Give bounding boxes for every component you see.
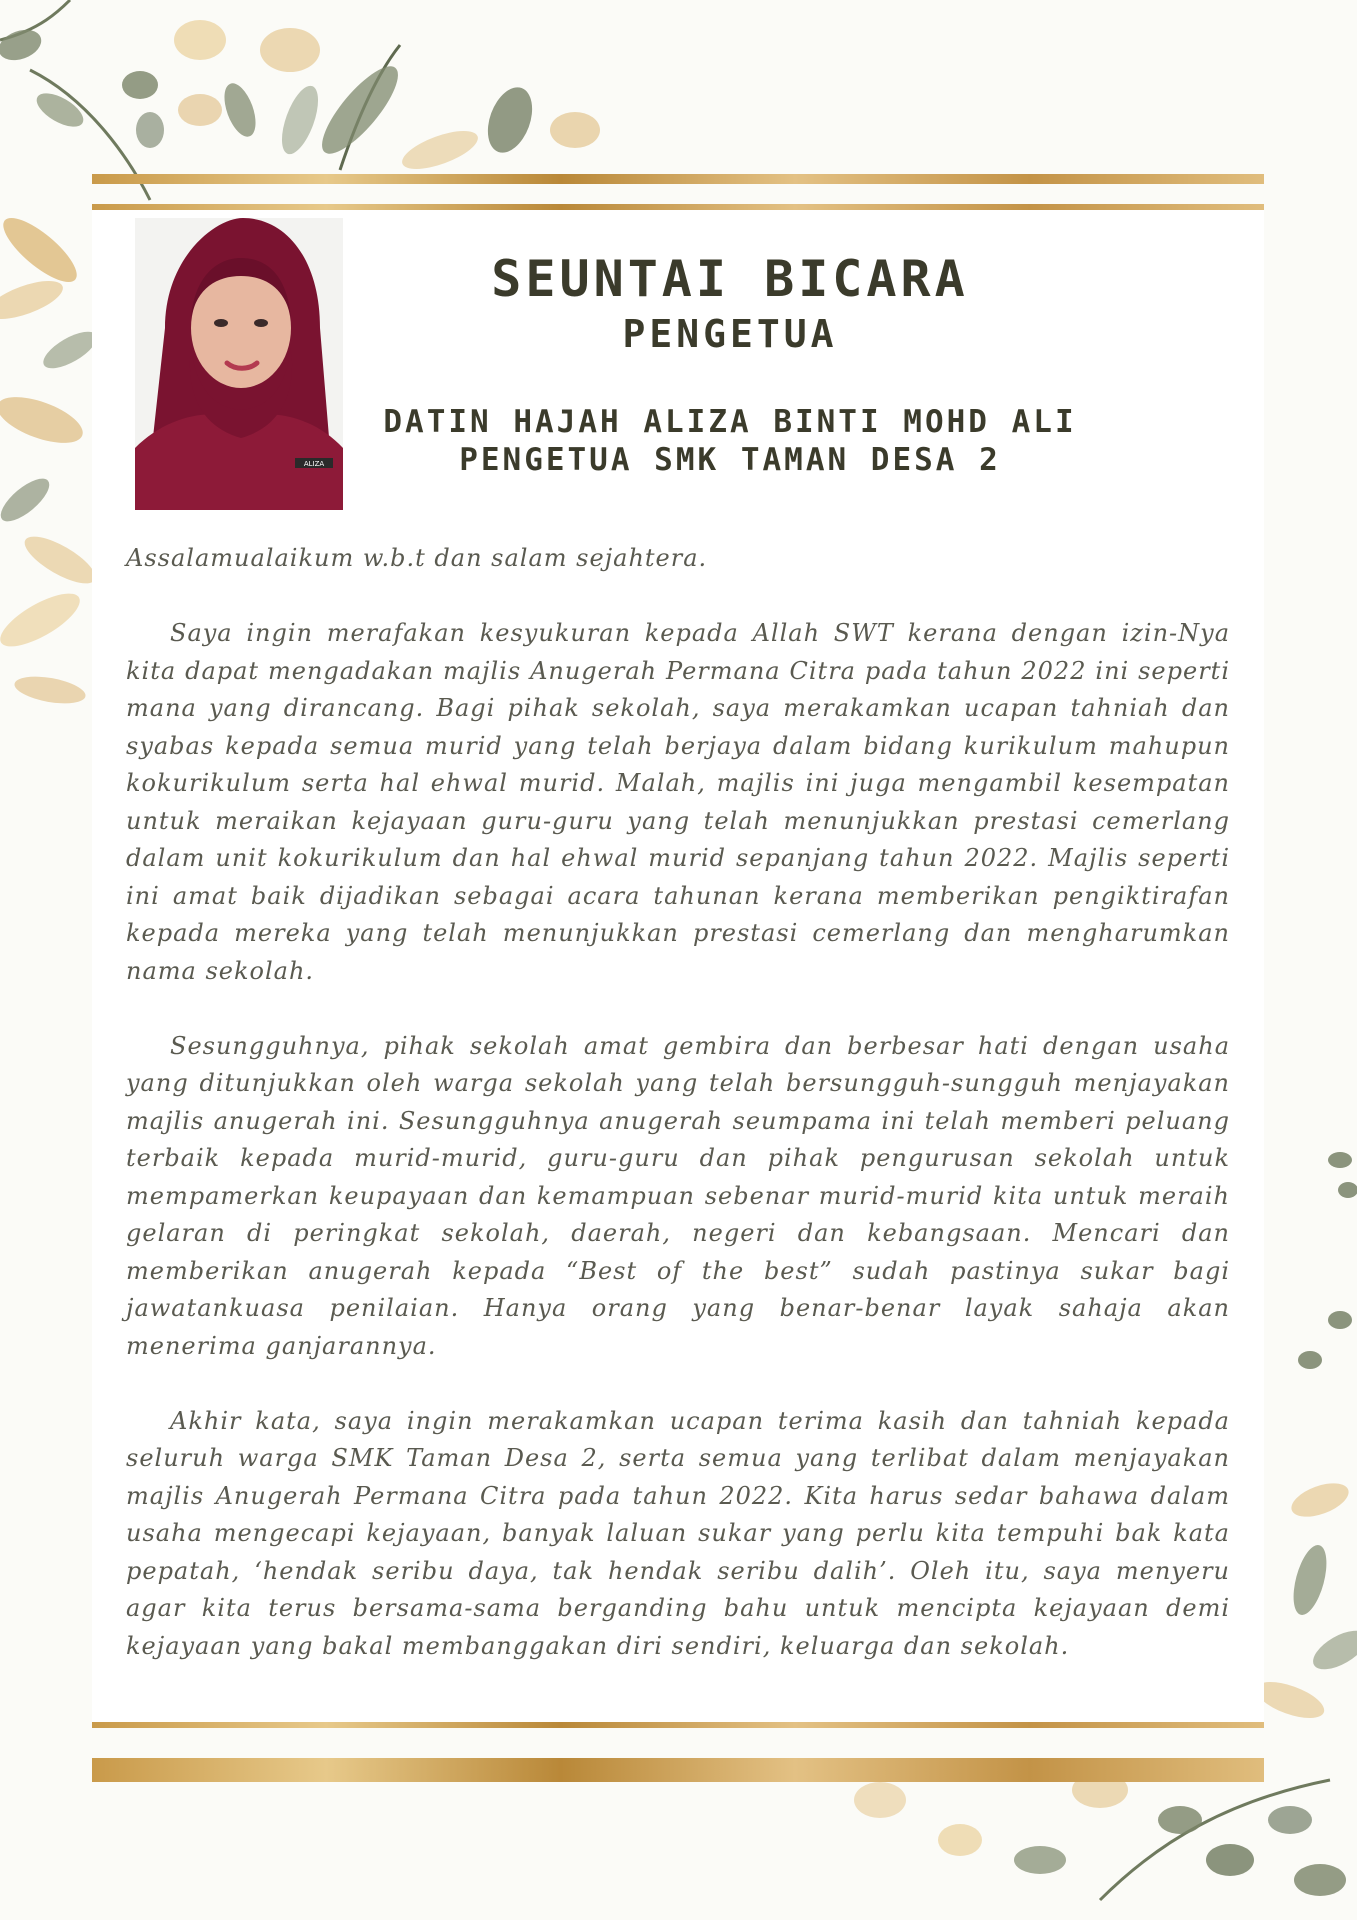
top-left-leaves [0, 0, 600, 200]
paragraph: Saya ingin merafakan kesyukuran kepada Allah SWT kerana dengan izin-Nya kita dapat mengadakan majlis Anugerah Permana Citra pada tahun 2022 ini seperti mana yang dirancang. Bagi pihak sekolah, saya merakamkan ucapan tahniah dan syabas kepada semua murid yang telah berjaya dalam bidang kurikulum mahupun kokurikulum serta hal ehwal murid. Malah, majlis ini juga mengambil kesempatan untuk meraikan kejayaan guru-guru yang telah menunjukkan prestasi cemerlang dalam unit kokurikulum dan hal ehwal murid sepanjang tahun 2022. Majlis seperti ini amat baik dijadikan sebagai acara tahunan kerana memberikan pengiktirafan kepada mereka yang telah menunjukkan prestasi cemerlang dan mengharumkan nama sekolah. [126, 619, 1230, 985]
paragraph: Sesungguhnya, pihak sekolah amat gembira dan berbesar hati dengan usaha yang ditunjukkan oleh warga sekolah yang telah bersungguh-sungguh menjayakan majlis anugerah ini. Sesungguhnya anugerah seumpama ini telah memberi peluang terbaik kepada murid-murid, guru-guru dan pihak pengurusan sekolah untuk mempamerkan keupayaan dan kemampuan sebenar murid-murid kita untuk meraih gelaran di peringkat sekolah, daerah, negeri dan kebangsaan. Mencari dan memberikan anugerah kepada “Best of the best” sudah pastinya sukar bagi jawatankuasa penilaian. Hanya orang yang benar-benar layak sahaja akan menerima ganjarannya. [126, 1031, 1230, 1360]
gold-border-top-thick [92, 174, 1264, 184]
name-badge: ALIZA [303, 460, 325, 468]
gold-border-bottom-thick [92, 1758, 1264, 1782]
letter-body [126, 540, 1230, 1703]
page-title: SEUNTAI BICARA [491, 250, 969, 308]
greeting: Assalamualaikum w.b.t dan salam sejahtera. [126, 544, 708, 572]
principal-name: DATIN HAJAH ALIZA BINTI MOHD ALI [383, 404, 1077, 440]
gold-border-bottom-thin [92, 1722, 1264, 1728]
paragraph: Akhir kata, saya ingin merakamkan ucapan terima kasih dan tahniah kepada seluruh warga SMK Taman Desa 2, serta semua yang terlibat dalam menjayakan majlis Anugerah Permana Citra pada tahun 2022. Kita harus sedar bahawa dalam usaha mengecapi kejayaan, banyak laluan sukar yang perlu kita tempuhi bak kata pepatah, ‘hendak seribu daya, tak hendak seribu dalih’. Oleh itu, saya menyeru agar kita terus bersama-sama berganding bahu untuk mencipta kejayaan demi kejayaan yang bakal membanggakan diri sendiri, keluarga dan sekolah. [126, 1406, 1230, 1660]
portrait-illustration [135, 218, 343, 510]
principal-role: PENGETUA SMK TAMAN DESA 2 [459, 442, 1001, 478]
left-side-leaves [0, 208, 102, 708]
principal-photo [135, 218, 343, 510]
page-subtitle: PENGETUA [622, 312, 838, 356]
gold-border-top-thin [92, 204, 1264, 210]
